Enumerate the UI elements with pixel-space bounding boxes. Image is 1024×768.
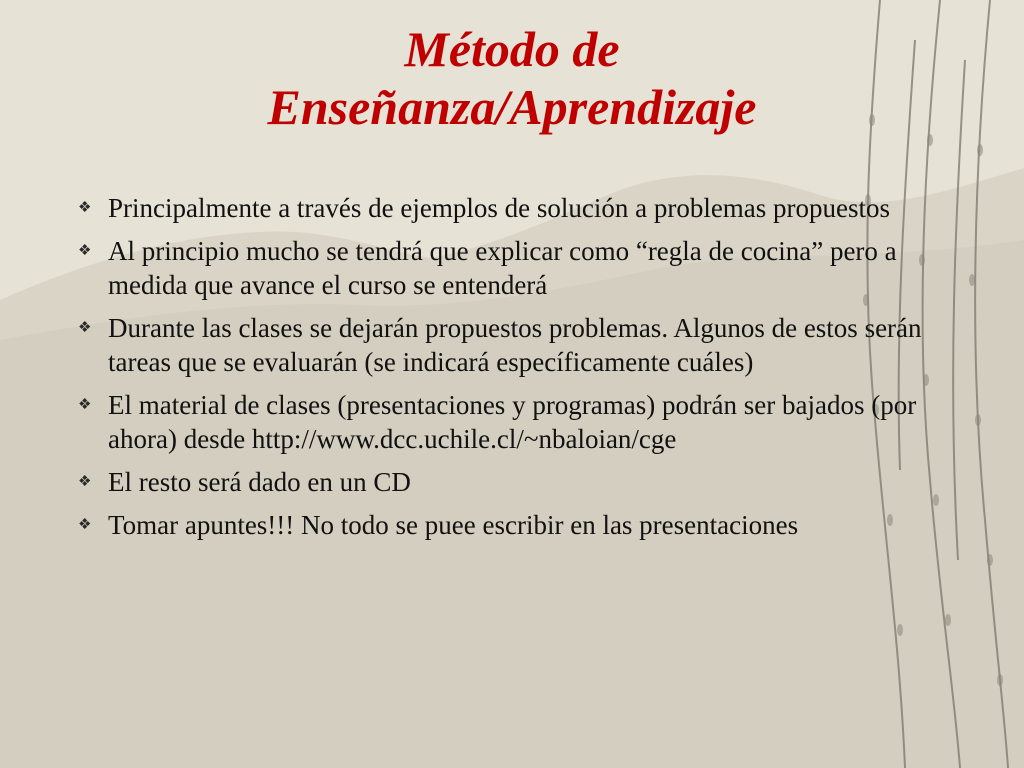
bullet-text: Durante las clases se dejarán propuestos problemas. Algunos de estos serán tareas que se evaluarán (se indicará específicamente cuáles) [108,313,922,377]
bullet-item [68,465,928,499]
bullet-item [68,508,928,542]
diamond-cluster-icon: ❖ [78,397,92,413]
slide-title [0,20,1024,136]
bullet-text: Tomar apuntes!!! No todo se puee escribir en las presentaciones [108,510,799,540]
bullet-text: El resto será dado en un CD [108,467,411,497]
diamond-cluster-icon: ❖ [78,517,92,533]
bullet-item [68,234,928,302]
bullet-text: Principalmente a través de ejemplos de solución a problemas propuestos [108,193,891,223]
diamond-cluster-icon: ❖ [78,200,92,216]
diamond-cluster-icon: ❖ [78,320,92,336]
bullet-text: Al principio mucho se tendrá que explicar como “regla de cocina” pero a medida que avance el curso se entenderá [108,236,897,300]
diamond-cluster-icon: ❖ [78,474,92,490]
bullet-text: El material de clases (presentaciones y programas) podrán ser bajados (por ahora) desde http://www.dcc.uchile.cl/~nbaloian/cge [108,390,917,454]
bullet-list [68,191,928,551]
bullet-item [68,388,928,456]
diamond-cluster-icon: ❖ [78,243,92,259]
bullet-item [68,191,928,225]
bullet-item [68,311,928,379]
slide-title-line-2: Enseñanza/Aprendizaje [267,79,757,135]
slide-title-line-1: Método de [404,21,620,77]
